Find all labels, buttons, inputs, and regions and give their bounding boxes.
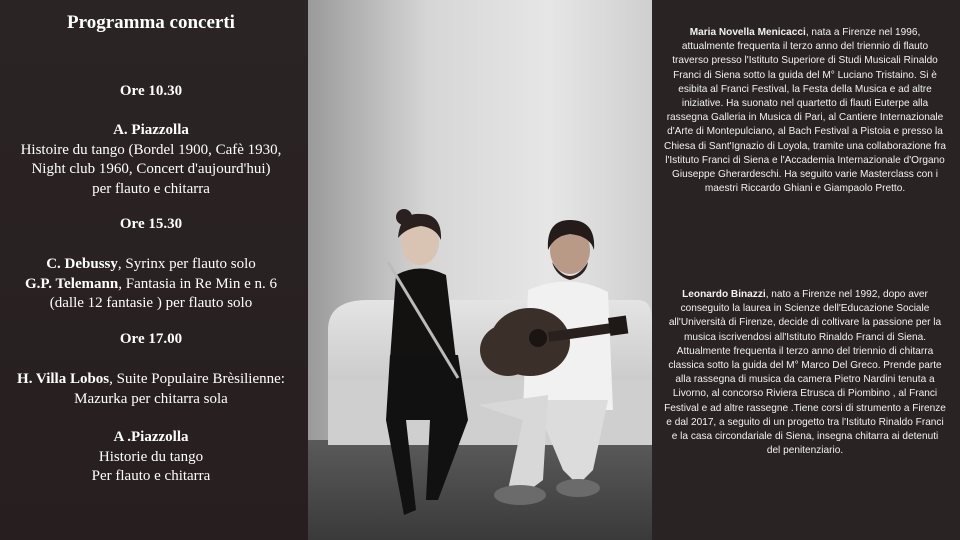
session-time-1: Ore 10.30	[119, 83, 183, 99]
composer-name: A. Piazzolla	[113, 122, 189, 138]
composer-name: H. Villa Lobos	[17, 371, 110, 387]
piece-line: Mazurka per chitarra sola	[74, 390, 228, 407]
bio-name: Leonardo Binazzi	[682, 289, 766, 300]
piece-line: Histoire du tango (Bordel 1900, Cafè 1930,	[20, 141, 282, 158]
session-3-piece-2	[0, 428, 302, 487]
bio-text: , nata a Firenze nel 1996, attualmente frequenta il terzo anno del triennio di flauto traverso presso l'Istituto Superiore di Studi Musicali Rinaldo Franci di Siena sotto la guida del M° Luciano Tristaino. Si è esibita al Franci Festival, la Festa della Musica e ad altre iniziative. Ha suonato nel quartetto di flauti Euterpe alla rassegna Galleria in Musica di Pari, al Cantiere Internazionale d'Arte di Montepulciano, al Bach Festival a Pistoia e presso la Chiesa di Sant'Ignazio di Loyola, tramite una collaborazione fra l'Istituto Franci di Siena e l'Accademia Internazionale d'Organo Giuseppe Gherardeschi. Ha seguito varie Masterclass con i maestri Riccardo Ghiani e Giampaolo Pretto.	[664, 27, 946, 195]
session-3-piece-1	[0, 370, 302, 409]
bio-name: Maria Novella Menicacci	[689, 27, 806, 38]
session-time-2: Ore 15.30	[119, 216, 183, 232]
session-2-pieces	[0, 255, 302, 314]
composer-name: C. Debussy	[46, 256, 118, 272]
program-title: Programma concerti	[67, 12, 235, 33]
piece-title: , Syrinx per flauto solo	[117, 256, 256, 272]
floor	[308, 440, 652, 540]
piece-line	[0, 370, 302, 390]
piece-line: Per flauto e chitarra	[91, 468, 211, 484]
session-time-3: Ore 17.00	[119, 331, 183, 347]
piece-line: per flauto e chitarra	[92, 180, 210, 197]
piece-title: , Fantasia in Re Min e n. 6	[118, 275, 277, 292]
musicians-photo	[308, 0, 652, 540]
piece-line: Historie du tango	[98, 448, 204, 465]
composer-name: A .Piazzolla	[113, 429, 189, 445]
piece-line	[0, 275, 302, 295]
piece-line: Night club 1960, Concert d'aujourd'hui)	[31, 161, 271, 177]
session-1-piece-1	[0, 121, 302, 199]
bio-guitarist	[664, 288, 946, 458]
piece-line	[0, 255, 302, 275]
bio-flutist	[664, 26, 946, 196]
piece-line: (dalle 12 fantasie ) per flauto solo	[49, 295, 253, 311]
flutist-and-guitarist-photo	[308, 0, 652, 540]
program-panel	[0, 0, 308, 540]
piece-title: , Suite Populaire Brèsilienne:	[109, 371, 285, 387]
bio-text: , nato a Firenze nel 1992, dopo aver conseguito la laurea in Scienze dell'Educazione Sociale all'Università di Firenze, decide di coltivare la passione per la musica iscrivendosi all'Istituto Rinaldo Franci di Siena. Attualmente frequenta il terzo anno del triennio di chitarra classica sotto la guida del M° Marco Del Greco. Prende parte alla rassegna di musica da camera Pietro Nardini tenuta a Livorno, al concorso Riviera Etrusca di Piombino , al Franci Festival e ad altre rassegne .Tiene corsi di strumento a Firenze e dal 2017, a seguito di un progetto tra l'Istituto Rinaldo Franci e la casa circondariale di Siena, insegna chitarra ai detenuti del penitenziario.	[664, 289, 946, 457]
composer-name: G.P. Telemann	[25, 275, 119, 292]
bios-panel	[652, 0, 960, 540]
